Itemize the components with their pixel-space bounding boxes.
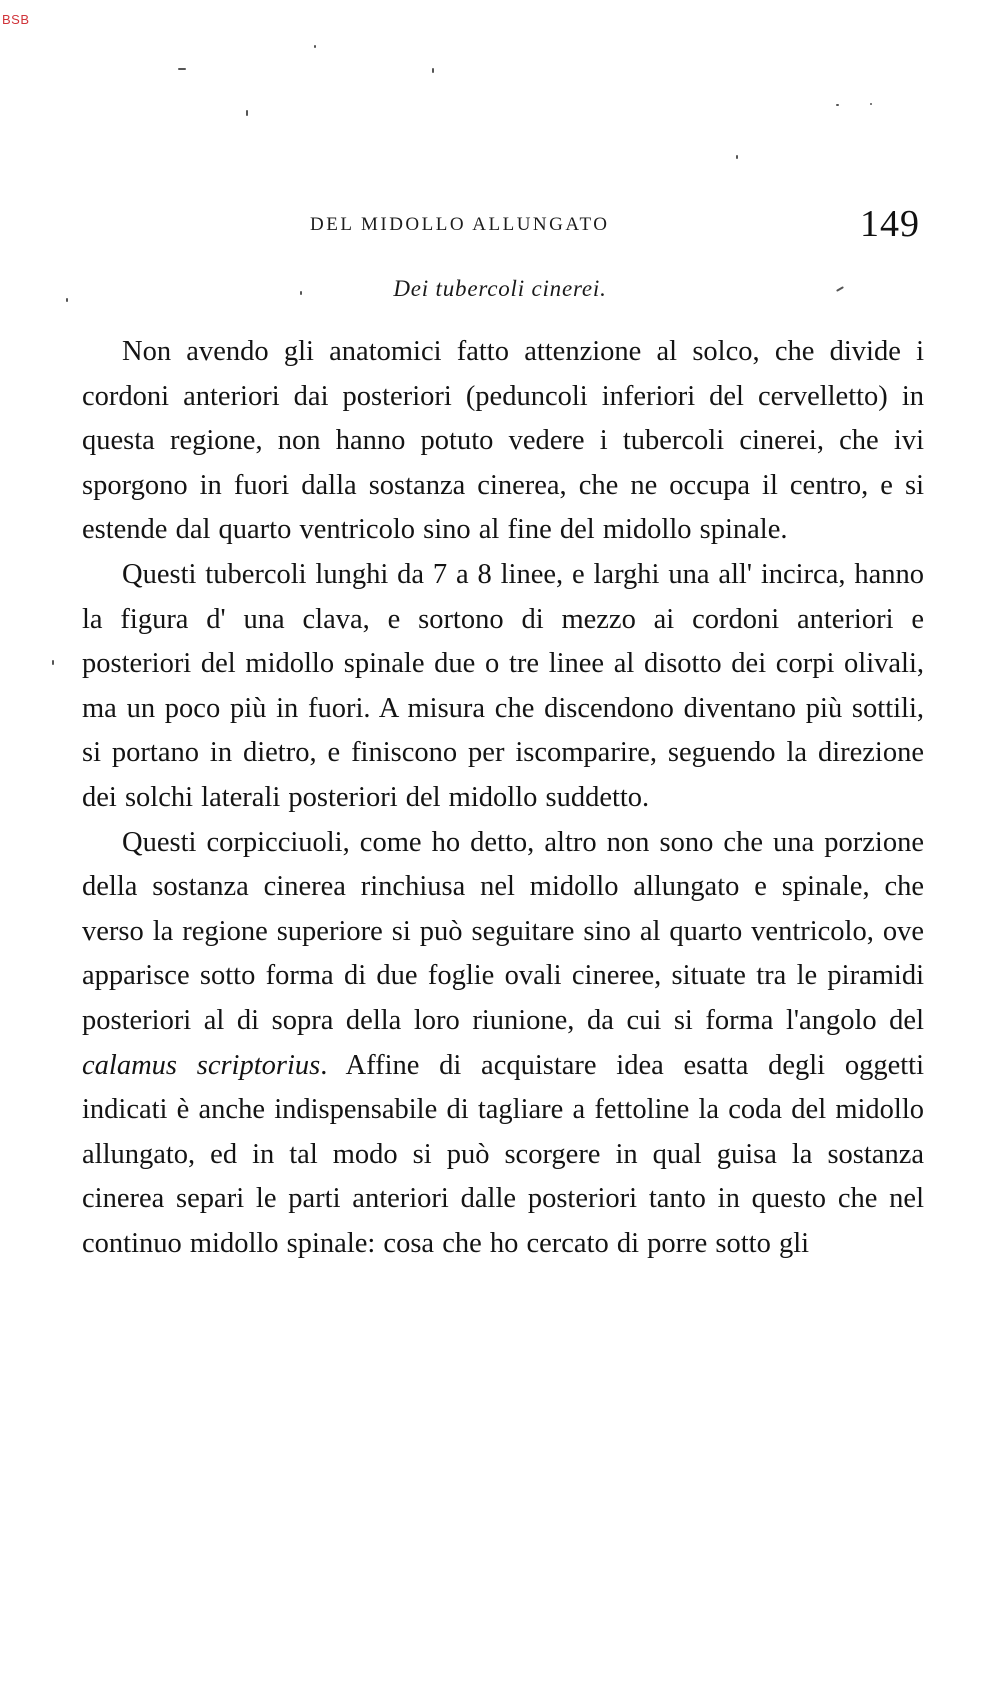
section-title: Dei tubercoli cinerei.	[393, 276, 607, 301]
paragraph-1: Non avendo gli anatomici fatto attenzione al solco, che divide i cordoni anteriori dai posteriori (peduncoli inferiori del cervelletto) in questa regione, non hanno potuto vedere i tubercoli cinerei, che ivi sporgono in fuori dalla sostanza cinerea, che ne occupa il centro, e si estende dal quarto ventricolo sino al fine del midollo spinale.	[82, 336, 924, 546]
paragraph-3-text-before: Questi corpicciuoli, come ho detto, altro non sono che una porzione della sostanza cinerea rinchiusa nel midollo allungato e spinale, che verso la regione superiore si può seguitare sino al quarto ventricolo, ove apparisce sotto forma di due foglie ovali cineree, situate tra le piramidi posteriori al di sopra della loro riunione, da cui si forma l'angolo del	[82, 826, 924, 1036]
paragraph-3	[82, 821, 924, 1267]
page-header	[310, 203, 920, 250]
paragraph-3-text-after: . Affine di acquistare idea esatta degli oggetti indicati è anche indispensabile di tagliare a fettoline la coda del midollo allungato, ed in tal modo si può scorgere in qual guisa la sostanza cinerea separi le parti anteriori dalle posteriori tanto in questo che nel continuo midollo spinale: cosa che ho cercato di porre sotto gli	[82, 1049, 924, 1259]
body-text	[82, 330, 924, 1266]
paragraph-3-italic-term: calamus scriptorius	[82, 1049, 321, 1081]
paragraph-2: Questi tubercoli lunghi da 7 a 8 linee, e larghi una all' incirca, hanno la figura d' una clava, e sortono di mezzo ai cordoni anteriori e posteriori del midollo spinale due o tre linee al disotto dei corpi olivali, ma un poco più in fuori. A misura che discendono diventano più sottili, si portano in dietro, e finiscono per iscomparire, seguendo la direzione dei solchi laterali posteriori del midollo suddetto.	[82, 558, 924, 813]
page-number: 149	[860, 203, 920, 245]
running-head: DEL MIDOLLO ALLUNGATO	[310, 214, 610, 235]
library-watermark: BSB	[2, 12, 30, 27]
